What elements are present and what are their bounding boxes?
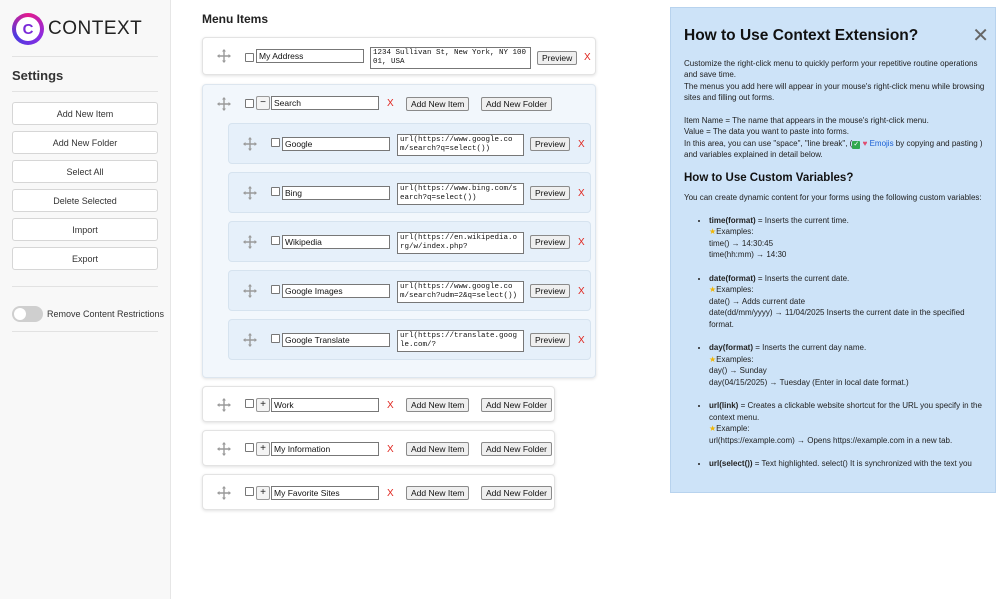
toggle-knob [14,308,26,320]
sidebar [0,0,171,599]
help-panel [670,7,996,493]
delete-selected-button[interactable]: Delete Selected [12,189,158,212]
item-name-input[interactable]: Google Translate [282,333,390,347]
add-new-item-button[interactable]: Add New Item [12,102,158,125]
import-button[interactable]: Import [12,218,158,241]
add-new-folder-button[interactable]: Add New Folder [12,131,158,154]
star-emoji-icon: ★ [709,285,717,294]
add-new-item-button[interactable]: Add New Item [406,442,469,456]
logo [12,13,142,45]
item-name-input[interactable]: My Address [256,49,364,63]
item-value-input[interactable]: url(https://en.wikipedia.org/w/index.php? [397,232,524,254]
item-checkbox[interactable] [271,285,280,294]
star-emoji-icon: ★ [709,227,717,236]
var-name: day(format) [709,343,754,352]
add-new-folder-button[interactable]: Add New Folder [481,442,552,456]
sidebar-divider [12,331,158,332]
check-emoji-icon: ✓ [853,140,860,148]
expand-button[interactable]: + [256,442,270,456]
emojis-link[interactable]: Emojis [869,138,894,148]
menu-item-google-images [228,270,591,311]
item-name-input[interactable]: Google [282,137,390,151]
var-url [709,400,995,446]
folder-name-input[interactable]: Search [271,96,379,110]
drag-handle-icon[interactable] [242,136,258,152]
item-name-input[interactable]: Wikipedia [282,235,390,249]
folder-name-input[interactable]: Work [271,398,379,412]
var-url-select [709,458,995,470]
folder-checkbox[interactable] [245,99,254,108]
remove-restrictions-row [12,306,164,322]
drag-handle-icon[interactable] [216,48,232,64]
sidebar-divider [12,286,158,287]
example-line: date(dd/mm/yyyy) → 11/04/2025 Inserts the current date in the specified format. [709,308,965,329]
item-checkbox[interactable] [271,138,280,147]
drag-handle-icon[interactable] [242,283,258,299]
settings-title: Settings [12,68,64,83]
remove-restrictions-label: Remove Content Restrictions [47,309,165,319]
help-vars-intro: You can create dynamic content for your forms using the following custom variables: [684,193,982,202]
help-item-line: Item Name = The name that appears in the mouse's right-click menu. [684,115,929,125]
folder-checkbox[interactable] [245,443,254,452]
example-line: day() → Sunday [709,366,767,375]
folder-my-favorite-sites [202,474,555,510]
help-title: How to Use Context Extension? [684,27,919,44]
folder-checkbox[interactable] [245,399,254,408]
add-new-folder-button[interactable]: Add New Folder [481,486,552,500]
folder-my-information [202,430,555,466]
drag-handle-icon[interactable] [216,441,232,457]
help-area-line: In this area, you can use "space", "line break", ( [684,138,853,148]
collapse-button[interactable]: − [256,96,270,110]
help-value-line: Value = The data you want to paste into forms. [684,127,849,136]
preview-button[interactable]: Preview [530,333,570,347]
folder-search [202,84,596,378]
remove-restrictions-toggle[interactable] [12,306,43,322]
delete-icon[interactable]: X [578,187,585,199]
item-value-input[interactable]: url(https://www.google.com/search?udm=2&q=select()) [397,281,524,303]
preview-button[interactable]: Preview [530,235,570,249]
help-intro-line: The menus you add here will appear in your mouse's right-click menu while browsing sites and filling out forms. [684,81,985,102]
delete-icon[interactable]: X [387,97,394,109]
drag-handle-icon[interactable] [216,96,232,112]
delete-icon[interactable]: X [387,487,394,499]
var-name: url(link) [709,401,739,410]
sidebar-divider [12,91,158,92]
item-name-input[interactable]: Bing [282,186,390,200]
delete-icon[interactable]: X [387,443,394,455]
sidebar-divider [12,56,158,57]
examples-label: Examples: [716,285,754,294]
expand-button[interactable]: + [256,398,270,412]
close-icon[interactable]: ✕ [972,25,989,47]
menu-item-google [228,123,591,164]
example-line: day(04/15/2025) → Tuesday (Enter in local date format.) [709,377,909,387]
menu-item-my-address [202,37,596,75]
add-new-folder-button[interactable]: Add New Folder [481,97,552,111]
var-day [709,342,995,388]
var-desc: = Inserts the current day name. [753,343,867,352]
expand-button[interactable]: + [256,486,270,500]
delete-icon[interactable]: X [578,138,585,150]
preview-button[interactable]: Preview [530,186,570,200]
examples-label: Example: [716,424,750,433]
add-new-item-button[interactable]: Add New Item [406,486,469,500]
folder-work [202,386,555,422]
item-checkbox[interactable] [271,334,280,343]
item-checkbox[interactable] [271,236,280,245]
delete-icon[interactable]: X [387,399,394,411]
help-intro-line: Customize the right-click menu to quickly perform your repetitive routine operations and save time. [684,58,978,79]
drag-handle-icon[interactable] [216,397,232,413]
example-line: time() → 14:30:45 [709,238,774,248]
help-definitions [684,115,995,161]
drag-handle-icon[interactable] [242,332,258,348]
drag-handle-icon[interactable] [242,234,258,250]
var-time [709,215,995,261]
delete-icon[interactable]: X [578,236,585,248]
var-date [709,273,995,331]
menu-item-google-translate [228,319,591,360]
var-name: url(select()) [709,459,753,468]
menu-item-wikipedia [228,221,591,262]
item-value-input[interactable]: url(https://translate.google.com/? [397,330,524,352]
examples-label: Examples: [716,354,754,364]
help-area-line: by copying and pasting ) and variables explained in detail below. [684,138,983,159]
preview-button[interactable]: Preview [530,284,570,298]
item-value-input[interactable]: url(https://www.bing.com/search?q=select()) [397,183,524,205]
star-emoji-icon: ★ [709,424,717,433]
item-value-input[interactable]: url(https://www.google.com/search?q=select()) [397,134,524,156]
item-checkbox[interactable] [245,53,254,62]
add-new-item-button[interactable]: Add New Item [406,97,469,111]
item-checkbox[interactable] [271,187,280,196]
add-new-item-button[interactable]: Add New Item [406,398,469,412]
select-all-button[interactable]: Select All [12,160,158,183]
drag-handle-icon[interactable] [216,485,232,501]
add-new-folder-button[interactable]: Add New Folder [481,398,552,412]
help-vars-title: How to Use Custom Variables? [684,171,854,184]
delete-icon[interactable]: X [584,51,591,63]
var-desc: = Text highlighted. select() It is synchronized with the text you [752,459,972,468]
item-name-input[interactable]: Google Images [282,284,390,298]
item-value-input[interactable]: 1234 Sullivan St, New York, NY 10001, USA [370,47,531,69]
folder-name-input[interactable]: My Favorite Sites [271,486,379,500]
delete-icon[interactable]: X [578,334,585,346]
example-line: date() → Adds current date [709,296,806,306]
var-desc: = Inserts the current date. [755,273,850,283]
export-button[interactable]: Export [12,247,158,270]
delete-icon[interactable]: X [578,285,585,297]
example-line: url(https://example.com) → Opens https://example.com in a new tab. [709,435,953,445]
example-line: time(hh:mm) → 14:30 [709,250,787,259]
preview-button[interactable]: Preview [537,51,577,65]
var-desc: = Inserts the current time. [755,215,849,225]
var-name: date(format) [709,273,756,283]
preview-button[interactable]: Preview [530,137,570,151]
drag-handle-icon[interactable] [242,185,258,201]
folder-name-input[interactable]: My Information [271,442,379,456]
menu-item-bing [228,172,591,213]
heart-emoji-icon: ♥ [862,138,868,148]
folder-checkbox[interactable] [245,487,254,496]
var-name: time(format) [709,215,756,225]
help-intro [684,58,995,104]
var-desc: = Creates a clickable website shortcut for the URL you specify in the context menu. [709,401,982,422]
logo-mark-letter: C [16,17,40,41]
star-emoji-icon: ★ [709,354,717,364]
logo-wordmark: CONTEXT [48,18,143,39]
page-title: Menu Items [202,12,269,26]
logo-mark-icon [12,13,44,45]
help-vars-list [684,215,995,470]
examples-label: Examples: [716,227,754,236]
